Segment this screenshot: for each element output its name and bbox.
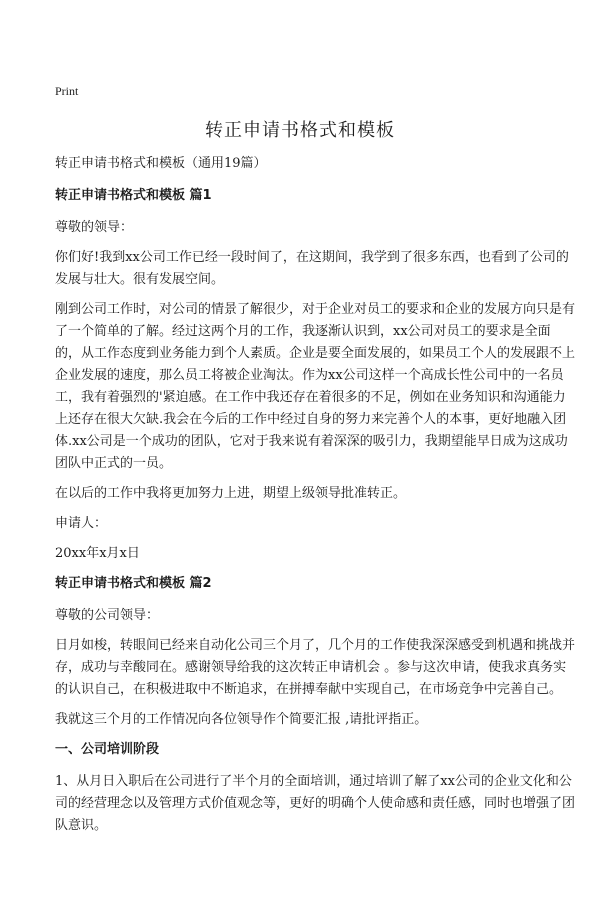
article-1-paragraph: 在以后的工作中我将更加努力上进，期望上级领导批准转正。 <box>55 486 407 501</box>
article-1-applicant: 申请人： <box>55 516 108 531</box>
article-2-paragraph: 我就这三个月的工作情况向各位领导作个简要汇报 ,请批评指正。 <box>55 712 428 727</box>
article-2-section-1-paragraph: 1、从月日入职后在公司进行了半个月的全面培训，通过培训了解了xx公司的企业文化和公司的经营理念以及管理方式价值观念等，更好的明确个人使命感和责任感，同时也增强了团队意识。 <box>55 774 576 833</box>
article-2-paragraph: 日月如梭，转眼间已经来自动化公司三个月了，几个月的工作使我深深感受到机遇和挑战并存，成功与幸酸同在。感谢领导给我的这次转正申请机会 。参与这次申请，使我求真务实的认识自己，在积极进取中不断追求，在拼搏奉献中实现自己，在市场竞争中完善自己。 <box>55 638 576 697</box>
page-title: 转正申请书格式和模板 <box>205 120 395 141</box>
article-1-paragraph: 刚到公司工作时，对公司的情景了解很少，对于企业对员工的要求和企业的发展方向只是有了一个简单的了解。经过这两个月的工作，我逐渐认识到，xx公司对员工的要求是全面的，从工作态度到业务能力到个人素质。企业是要全面发展的，如果员工个人的发展跟不上企业发展的速度，那么员工将被企业淘汰。作为xx公司这样一个高成长性公司中的一名员工，我有着强烈的'紧迫感。在工作中我还存在着很多的不足，例如在业务知识和沟通能力上还存在很大欠缺.我会在今后的工作中经过自身的努力来完善个人的本事，更好地融入团体.xx公司是一个成功的团队，它对于我来说有着深深的吸引力，我期望能早日成为这成功团队中正式的一员。 <box>55 302 576 471</box>
article-1-paragraph: 你们好!我到xx公司工作已经一段时间了，在这期间，我学到了很多东西，也看到了公司的发展与壮大。很有发展空间。 <box>55 250 569 287</box>
article-2-heading: 转正申请书格式和模板 篇2 <box>55 576 212 591</box>
article-1-date: 20xx年x月x日 <box>55 546 140 561</box>
article-1-heading: 转正申请书格式和模板 篇1 <box>55 188 212 203</box>
article-2-section-1-heading: 一、公司培训阶段 <box>55 742 160 757</box>
document-subtitle: 转正申请书格式和模板（通用19篇） <box>55 156 267 171</box>
article-2-salutation: 尊敬的公司领导： <box>55 608 160 623</box>
document-body <box>55 153 575 845</box>
article-1-salutation: 尊敬的领导： <box>55 220 134 235</box>
print-link[interactable]: Print <box>55 84 79 98</box>
